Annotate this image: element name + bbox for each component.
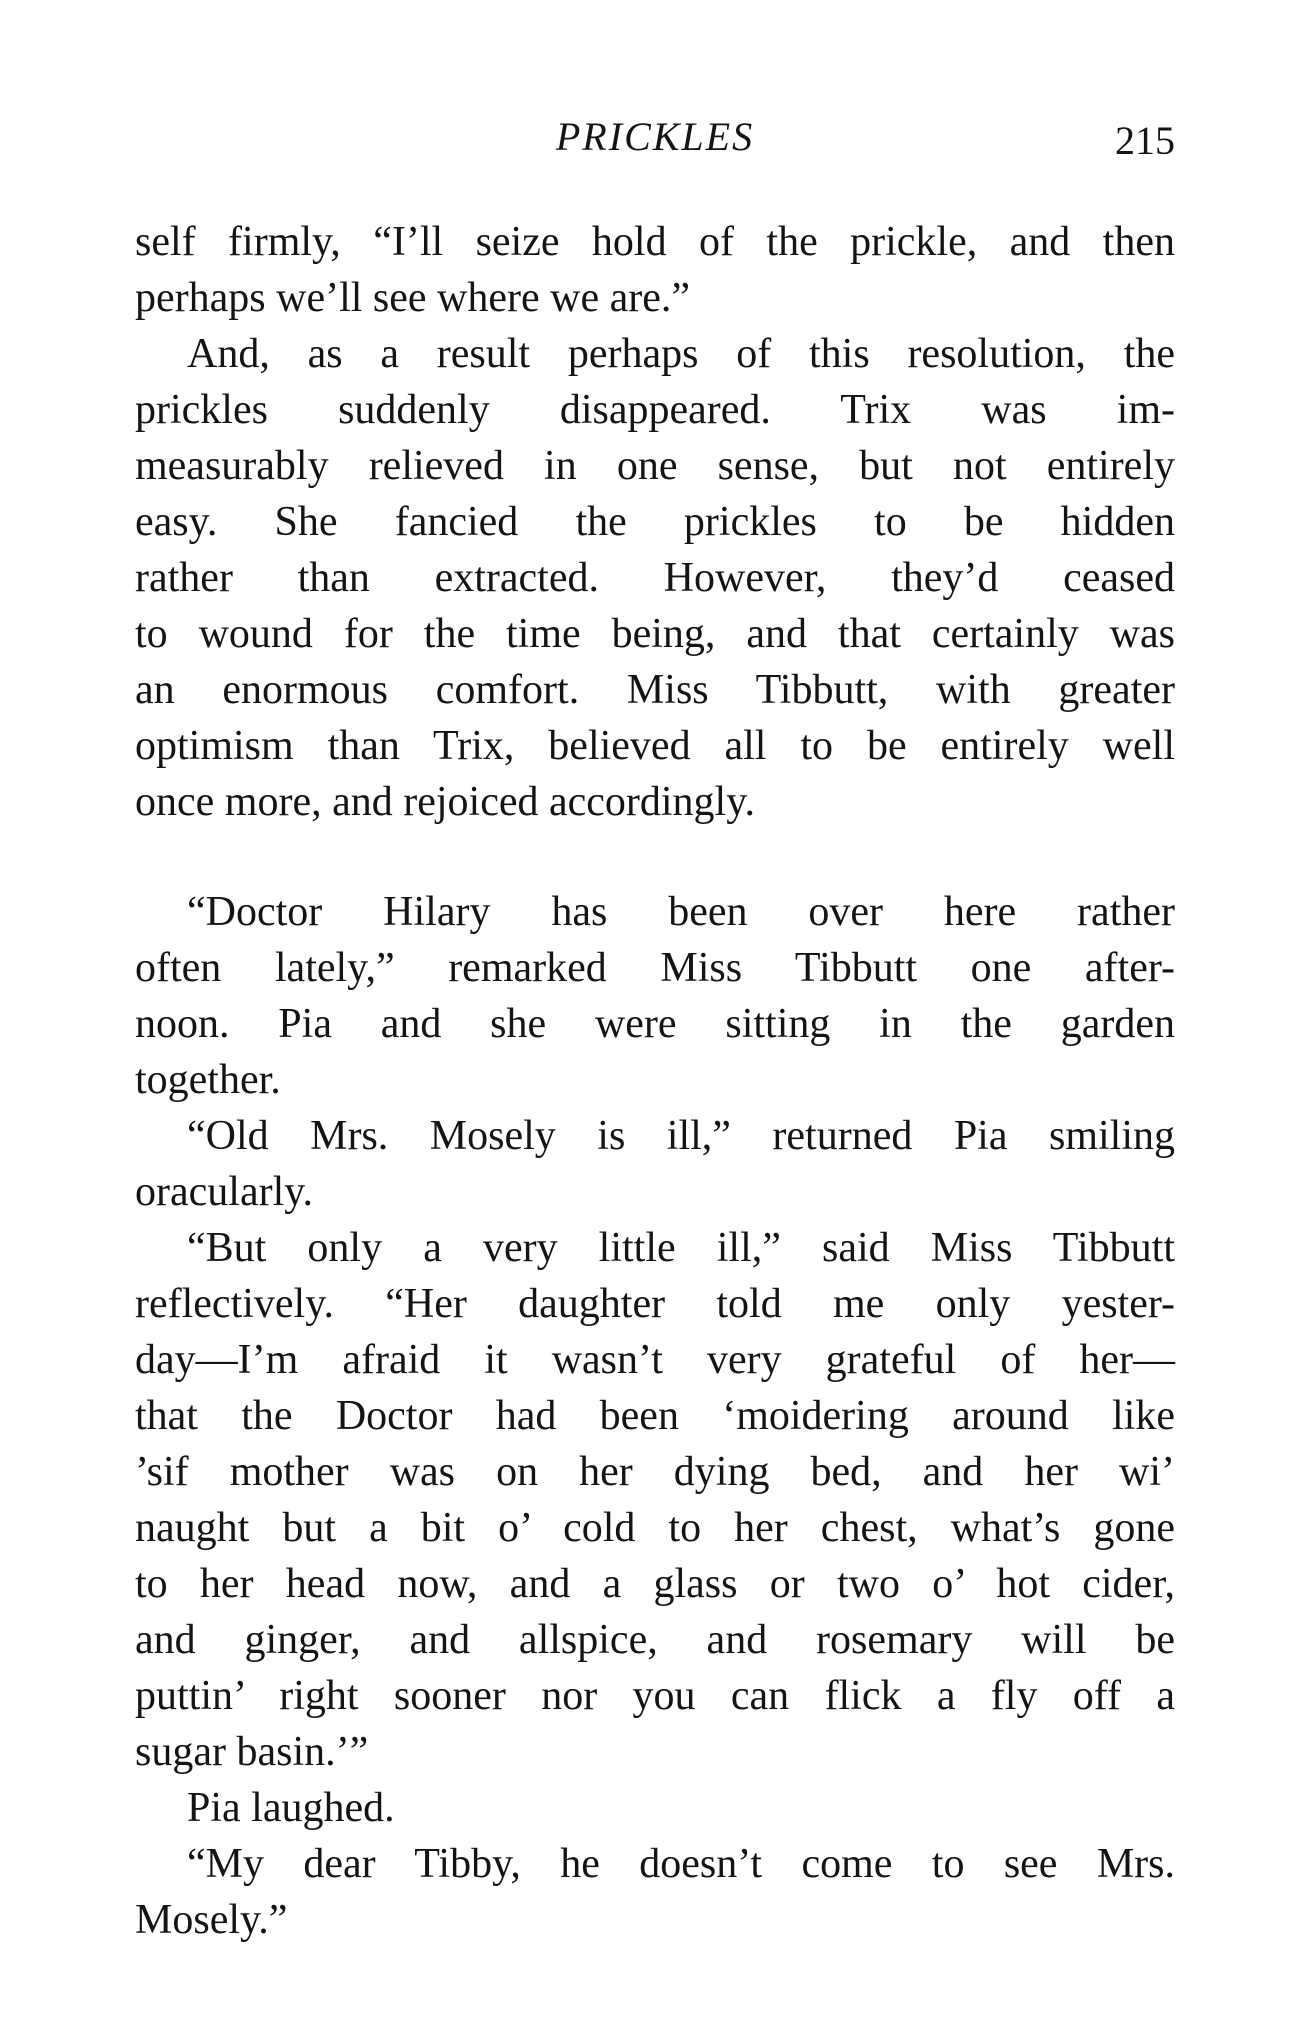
text-line: prickles suddenly disappeared. Trix was im- bbox=[135, 387, 1175, 433]
text-line: to her head now, and a glass or two o’ hot cider, bbox=[135, 1561, 1175, 1607]
text-line: that the Doctor had been ‘moidering around like bbox=[135, 1393, 1175, 1439]
paragraph bbox=[135, 1836, 1175, 1948]
text-line: day—I’m afraid it wasn’t very grateful of her— bbox=[135, 1337, 1175, 1383]
text-line: often lately,” remarked Miss Tibbutt one after- bbox=[135, 945, 1175, 991]
paragraph bbox=[135, 1108, 1175, 1220]
text-line: perhaps we’ll see where we are.” bbox=[135, 275, 691, 321]
text-line: once more, and rejoiced accordingly. bbox=[135, 779, 755, 825]
text-line: and ginger, and allspice, and rosemary will be bbox=[135, 1617, 1175, 1663]
text-line: measurably relieved in one sense, but not entirely bbox=[135, 443, 1175, 489]
text-line: reflectively. “Her daughter told me only yester- bbox=[135, 1281, 1175, 1327]
text-line: And, as a result perhaps of this resolution, the bbox=[187, 331, 1175, 377]
text-line: “My dear Tibby, he doesn’t come to see Mrs. bbox=[187, 1841, 1175, 1887]
text-line: “Doctor Hilary has been over here rather bbox=[187, 889, 1175, 935]
text-line: easy. She fancied the prickles to be hidden bbox=[135, 499, 1175, 545]
running-title: PRICKLES bbox=[555, 114, 755, 159]
text-line: rather than extracted. However, they’d ceased bbox=[135, 555, 1175, 601]
text-line: Pia laughed. bbox=[187, 1785, 395, 1831]
paragraph bbox=[135, 1220, 1175, 1780]
page-number: 215 bbox=[1115, 118, 1175, 163]
text-line: “But only a very little ill,” said Miss Tibbutt bbox=[187, 1225, 1175, 1271]
text-line: naught but a bit o’ cold to her chest, what’s gone bbox=[135, 1505, 1175, 1551]
paragraph bbox=[135, 326, 1175, 830]
text-line: puttin’ right sooner nor you can flick a fly off a bbox=[135, 1673, 1175, 1719]
paragraph bbox=[135, 1780, 1175, 1836]
text-line: self firmly, “I’ll seize hold of the prickle, and then bbox=[135, 219, 1175, 265]
section-break bbox=[135, 830, 1175, 884]
body-text bbox=[135, 214, 1175, 1948]
paragraph bbox=[135, 214, 1175, 326]
text-line: oracularly. bbox=[135, 1169, 314, 1215]
text-line: together. bbox=[135, 1057, 281, 1103]
text-line: “Old Mrs. Mosely is ill,” returned Pia smiling bbox=[187, 1113, 1175, 1159]
text-line: Mosely.” bbox=[135, 1897, 288, 1943]
text-line: to wound for the time being, and that certainly was bbox=[135, 611, 1175, 657]
paragraph bbox=[135, 884, 1175, 1108]
text-line: ’sif mother was on her dying bed, and her wi’ bbox=[135, 1449, 1175, 1495]
text-line: an enormous comfort. Miss Tibbutt, with greater bbox=[135, 667, 1175, 713]
text-line: sugar basin.’” bbox=[135, 1729, 369, 1775]
text-line: noon. Pia and she were sitting in the garden bbox=[135, 1001, 1175, 1047]
text-line: optimism than Trix, believed all to be entirely well bbox=[135, 723, 1175, 769]
page-header bbox=[135, 112, 1175, 162]
